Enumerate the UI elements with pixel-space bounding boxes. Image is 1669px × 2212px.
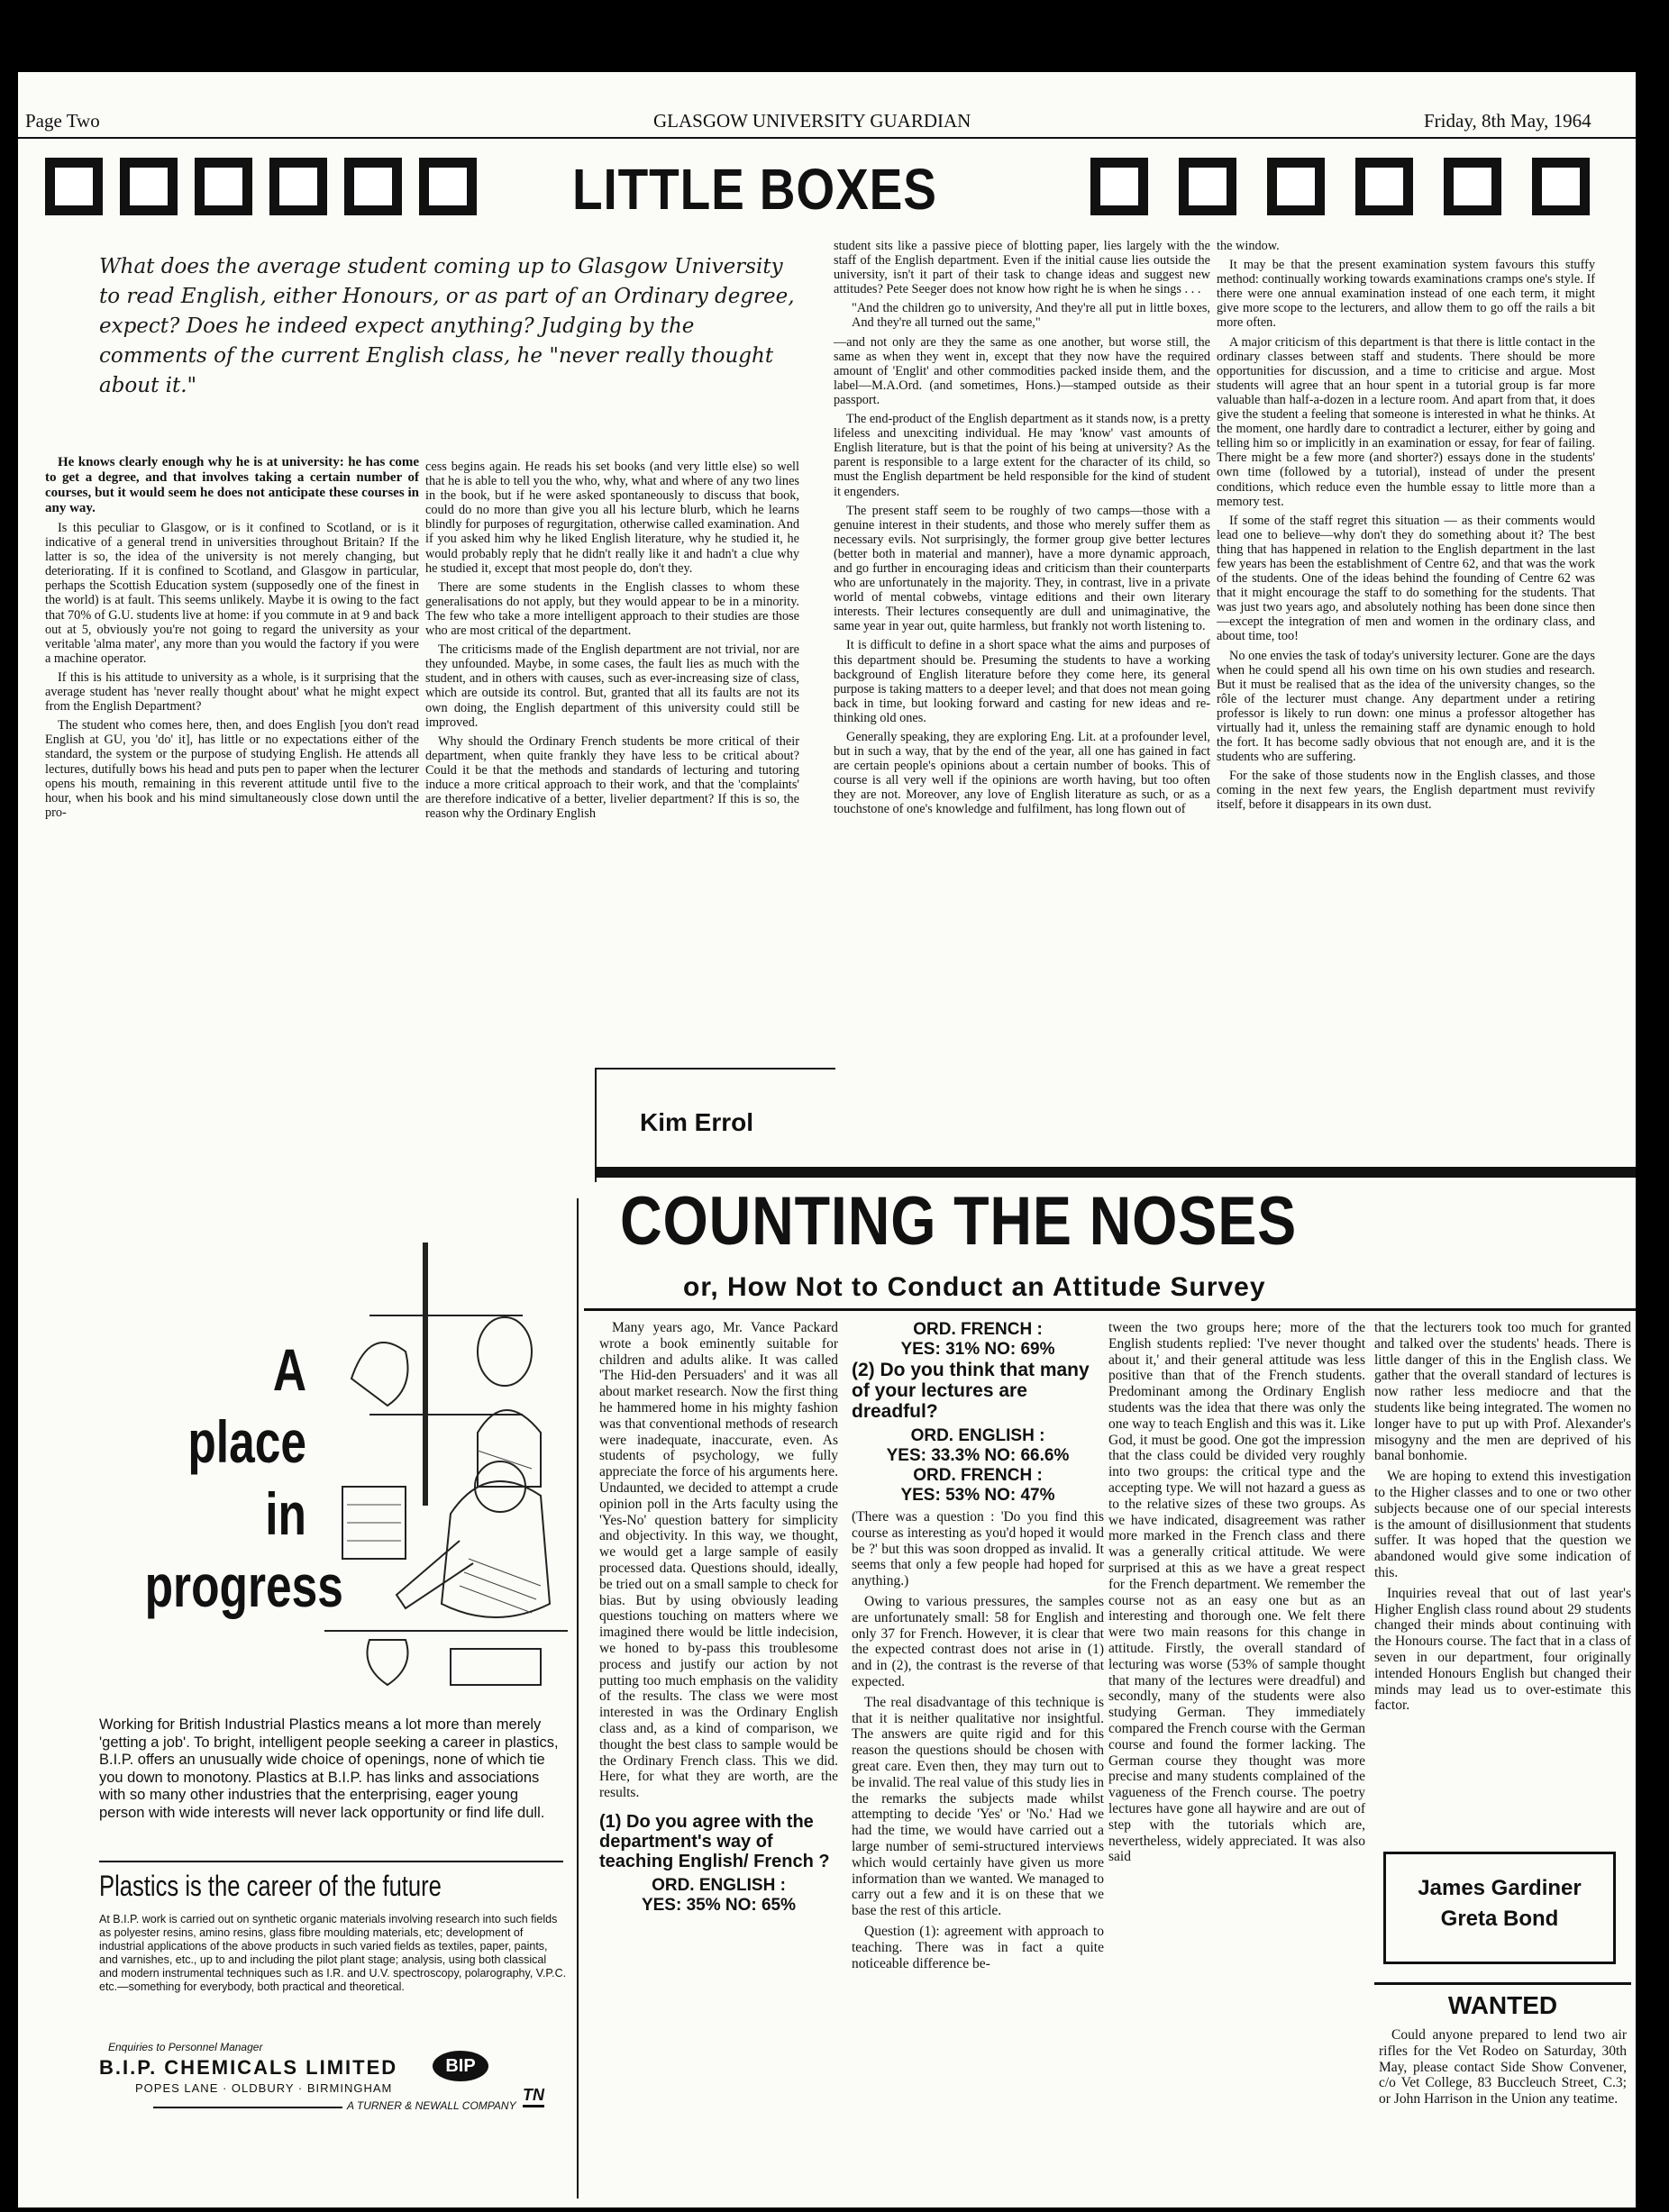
handwritten-intro: What does the average student coming up to Glasgow University to read English, either Honours, or as part of an Ordinary degree, expect? Does he indeed expect anything? Judging by the comments of the current English class, he "never really thought about it."	[99, 255, 795, 397]
subhead-rule	[584, 1308, 1636, 1311]
box-graphic	[1090, 158, 1148, 215]
advert-details: At B.I.P. work is carried out on synthetic organic materials involving research into such fields as polyester resins, amino resins, glass fibre moulding materials, etc; development of industrial applications of the above products in such varied fields as textiles, paper, paints, and varnishes, etc., up to and including the pilot plant stage; analysis, using both classical and modern instrumental techniques such as I.R. and U.V. spectroscopy, polarography, V.P.C. etc.—something for everybody, both practical and theoretical.	[99, 1913, 567, 1993]
turner-newall-logo: TN	[523, 2086, 544, 2107]
paragraph: We are hoping to extend this investigation to the Higher classes and to one or two other subjects because one of our special interests is the amount of disillusionment that students suffer. It was hoped that the question we abandoned would give some indication of this.	[1374, 1469, 1631, 1580]
article-lead: He knows clearly enough why he is at university: he has come to get a degree, and that involves taking a certain number of courses, but it would seem he does not anticipate these courses in any way.	[45, 455, 419, 515]
little-boxes-column-1	[45, 455, 419, 1068]
box-graphic	[1355, 158, 1413, 215]
q2-french-result: YES: 53% NO: 47%	[900, 1486, 1055, 1505]
advert-headline-line3: progress	[144, 1552, 343, 1619]
newspaper-title: GLASGOW UNIVERSITY GUARDIAN	[653, 110, 971, 132]
bip-logo: BIP	[433, 2051, 488, 2081]
noses-subhead: or, How Not to Conduct an Attitude Survey	[683, 1272, 1266, 1302]
scientist-illustration	[315, 1216, 572, 1703]
noses-column-2	[852, 1320, 1104, 2203]
noses-headline: COUNTING THE NOSES	[620, 1183, 1298, 1260]
q1-french-result: YES: 31% NO: 69%	[900, 1340, 1055, 1359]
issue-date: Friday, 8th May, 1964	[1424, 110, 1591, 132]
paragraph: cess begins again. He reads his set books (and very little else) so well that he is able to tell you the who, why, what and where of any two lines in the book, but if he were asked spontaneously to discuss that book, could do no more than give you all his lecture blurb, which he learns blindly for purposes of regurgitation, otherwise called examination. And if you asked him why he liked English literature, why he studied it, he would probably reply that he didn't really like it and hadn't a clue why he studied it, except that most people do, don't they.	[425, 460, 799, 576]
paragraph: that the lecturers took too much for granted and talked over the students' heads. There is little danger of this in the English class. We gather that the overall standard of lectures is now rather less mediocre and that the students like being integrated. The women no longer have to put up with Prof. Alexander's misogyny and the men are deprived of his banal bonhomie.	[1374, 1320, 1631, 1464]
paragraph: It is difficult to define in a short space what the aims and purposes of this department should be. Presuming the students to have a working background of English literature before they come here, its general purpose is taking matters to a deeper level; and that does not mean going back in time, but looking forward and casting for new ideas and re-thinking old ones.	[834, 638, 1210, 725]
paragraph: The real disadvantage of this technique is that it is neither qualitative nor insightful. The answers are quite rigid and for this reason the questions should be chosen with great care. Even then, they may turn out to be invalid. The real value of this study lies in the remarks the subjects made whilst attempting to decide 'Yes' or 'No.' Had we had the time, we would have carried out a large number of semi-structured interviews which would certainly have given us more information than we wanted. We managed to carry out a few and it is on these that we base the rest of this article.	[852, 1694, 1104, 1919]
byline-greta-bond: Greta Bond	[1440, 1907, 1559, 1931]
q1-french-label: ORD. FRENCH :	[913, 1320, 1043, 1339]
little-boxes-column-2	[425, 460, 799, 1068]
q2-english-label: ORD. ENGLISH :	[910, 1426, 1045, 1445]
paragraph: The present staff seem to be roughly of two camps—those with a genuine interest in their students, and those who merely suffer them as necessary evils. Not surprisingly, the former group give better lectures (better both in material and manner), have a more dynamic approach, and go further in encouraging ideas and criticism than their counterparts who are unfortunately in the majority. They, in contrast, live in a private world of mental cobwebs, vintage editions and their own literary interests. Their lectures consequently are dull and unimaginative, the same year in year out, quite harmless, but frankly not worth listening to.	[834, 503, 1210, 634]
paragraph: No one envies the task of today's university lecturer. Gone are the days when he could spend all his own time on his own studies and research. But it must be realised that as the idea of the university changes, so the rôle of the lecturer must change. Any department under a retiring professor is likely to run down: one minus a professor altogether has virtually had it, unless the remaining staff are dynamic enough to hold the fort. It has become sadly obvious that not enough are, and it is the students who are suffering.	[1217, 648, 1595, 765]
advert-rule	[99, 1861, 563, 1862]
paragraph: Generally speaking, they are exploring Eng. Lit. at a profounder level, but in such a way, that by the end of the year, all one has gained in fact are certain people's opinions about a certain number of books. This of course is all very well if the opinions are worth having, but too often they are not. Moreover, any love of English literature as such, or as a touchstone of one's knowledge and fulfilment, has long flown out of	[834, 730, 1210, 817]
q2-french-label: ORD. FRENCH :	[913, 1466, 1043, 1485]
question-2: (2) Do you think that many of your lectures are dreadful?	[852, 1360, 1090, 1422]
paragraph: Why should the Ordinary French students be more critical of their department, when quite frankly they have less to be critical about? Could it be that the methods and standards of lecturing and tutoring induce a more critical approach to their work, and that the 'complaints' are therefore indicative of a better, livelier department? If this is so, the reason why the Ordinary English	[425, 733, 799, 822]
box-graphic	[419, 158, 477, 215]
little-boxes-headline: LITTLE BOXES	[572, 157, 937, 222]
newspaper-page	[18, 72, 1636, 2207]
box-graphic	[1267, 158, 1325, 215]
advert-enquiries: Enquiries to Personnel Manager	[108, 2041, 263, 2053]
paragraph: Question (1): agreement with approach to teaching. There was in fact a quite noticeable difference be-	[852, 1923, 1104, 1971]
advert-address: POPES LANE · OLDBURY · BIRMINGHAM	[135, 2081, 393, 2095]
paragraph: If some of the staff regret this situation — as their comments would lead one to believe—why don't they do something about it? The best thing that has happened in relation to the English department in the last few years has been the establishment of Centre 62, and that was the work of the students. One of the ideas behind the founding of Centre 62 was that it might encourage the staff to do something for the students. That was just two years ago, and absolutely nothing has been done since then—except the integration of men and women in the ordinary class, and about time, too!	[1217, 513, 1595, 644]
paragraph: Inquiries reveal that out of last year's Higher English class round about 29 students changed their minds about continuing with the Honours course. The fact that in a class of seven in our department, four originally intended Honours English but changed their minds may lead us to over-estimate this factor.	[1374, 1585, 1631, 1714]
paragraph: For the sake of those students now in the English classes, and those coming in the next few years, the English department must revivify itself, before it disappears in its own dust.	[1217, 769, 1595, 813]
header-rule	[18, 137, 1636, 139]
little-boxes-column-4	[1217, 239, 1595, 1144]
noses-column-1	[599, 1320, 838, 2203]
advert-headline-line2: in	[265, 1480, 306, 1547]
noses-column-4	[1374, 1320, 1631, 1834]
paragraph: the window.	[1217, 239, 1280, 253]
paragraph: The end-product of the English department as it stands now, is a pretty lifeless and unexciting individual. He may 'know' vast amounts of English literature, but is that the point of his being at university? As the parent is responsible to a large extent for the character of its child, so must the English department be held responsible for the kind of student it engenders.	[834, 412, 1210, 499]
little-boxes-column-3	[834, 239, 1210, 1144]
wanted-rule	[1374, 1982, 1631, 1985]
advert-slogan: Plastics is the career of the future	[99, 1870, 442, 1902]
paragraph: Many years ago, Mr. Vance Packard wrote a book eminently suitable for children and adults alike. It was called 'The Hid-den Persuaders' and it was all about market research. Now the first thing he hammered home in his mighty fashion was that conventional methods of research were inadequate, inaccurate, even. As students of psychology, we fully appreciate the force of his arguments here. Undaunted, we decided to attempt a crude opinion poll in the Arts faculty using the 'Yes-No' question battery for simplicity and objectivity. In this way, we thought, we would get a large sample of easily processed data. Questions should, ideally, be tried out on a small sample to check for bias. But by using obviously leading questions touching on matters where we imagined there would be little indecision, we honed to by-pass this troublesome process and justify our action by not putting too much emphasis on the validity of the results. The class we were most interested in was the Ordinary English class and, as a kind of comparison, we thought the best class to sample would be the Ordinary French class. This we did. Here, for what they are worth, are the results.	[599, 1320, 838, 1801]
box-graphic	[120, 158, 178, 215]
wanted-text: Could anyone prepared to lend two air rifles for the Vet Rodeo on Saturday, 30th May, please contact Side Show Convener, c/o Vet College, 83 Buccleuch Street, C.3; or John Harrison in the Union any teatime.	[1379, 2027, 1627, 2107]
paragraph: The criticisms made of the English department are not trivial, nor are they unfounded. Maybe, in some cases, the fault lies as much with the student, and in others with causes, such as ever-increasing size of class, which are outside its control. But, granted that all its faults are not its own doing, the English department of this university could still be improved.	[425, 642, 799, 730]
q1-english-label: ORD. ENGLISH :	[652, 1875, 786, 1895]
page-number: Page Two	[25, 110, 100, 132]
paragraph: It may be that the present examination system favours this stuffy method: continually working towards examinations cramps one's style. If there were one annual examination instead of one each term, it might give more scope to the lecturers, and allow them to go off the rails a bit more often.	[1217, 258, 1595, 331]
paragraph: The student who comes here, then, and does English [you don't read English at GU, you 'do' it], has little or no expectations either of the standard, the system or the purpose of studying English. He attends all lectures, dutifully bows his head and puts pen to paper when the lecturer opens his mouth, remaining in this reverent attitude until five to the hour, when his book and his mind simultaneously close down until the pro-	[45, 718, 419, 820]
box-graphic	[344, 158, 402, 215]
bip-advert	[45, 1198, 579, 2198]
advert-address-rule	[153, 2107, 342, 2108]
advert-company: B.I.P. CHEMICALS LIMITED	[99, 2056, 398, 2079]
byline-box-noses	[1383, 1852, 1616, 1964]
box-graphic	[1179, 158, 1236, 215]
paragraph: —and not only are they the same as one another, but worse still, the same as when they went in, except that they now have the required amount of 'Englit' and other commodities packed inside them, and the label—M.A.Ord. (and sometimes, Hons.)—stamped outside as their passport.	[834, 334, 1210, 407]
paragraph: student sits like a passive piece of blotting paper, lies largely with the staff of the English department. Even if the initial cause lies outside the university, isn't it part of their task to change ideas and suggest new attitudes? Pete Seeger does not know how right he is when he sings . . .	[834, 239, 1210, 297]
paragraph: Owing to various pressures, the samples are unfortunately small: 58 for English and only 37 for French. However, it is clear that the expected contrast does not arise in (1) and in (2), the contrast is the reverse of that expected.	[852, 1593, 1104, 1689]
paragraph: Is this peculiar to Glasgow, or is it confined to Scotland, or is it indicative of a general trend in universities throughout Britain? If the latter is so, the idea of the university is not merely changing, but deteriorating. If it is confined to Scotland, and Glasgow in particular, perhaps the Scottish Education system (supposedly one of the finest in the world) is at fault. This seems unlikely. Maybe it is owing to the fact that 70% of G.U. students live at home: if you commute in at 9 and back out at 5, obviously you're not going to regard the university as your veritable 'alma mater', any more than you would the factory if you were a machine operator.	[45, 521, 419, 666]
q1-english-result: YES: 35% NO: 65%	[641, 1895, 797, 1915]
advert-group: A TURNER & NEWALL COMPANY	[347, 2099, 516, 2112]
box-graphic	[45, 158, 103, 215]
wanted-notice	[1379, 2027, 1627, 2203]
paragraph: If this is his attitude to university as a whole, is it surprising that the average student has 'never really thought about' what he might expect from the English Department?	[45, 669, 419, 715]
q2-english-result: YES: 33.3% NO: 66.6%	[886, 1446, 1070, 1465]
advert-headline-line1: A place	[187, 1336, 306, 1475]
advert-body: Working for British Industrial Plastics means a lot more than merely 'getting a job'. To bright, intelligent people seeking a career in plastics, B.I.P. offers an unusually wide choice of openings, none of which tie you down to monotony. Plastics at B.I.P. has links and associations with so many other industries that the enterprising, eager young person with wide interests will never lack opportunity or find life dull.	[99, 1716, 559, 1821]
box-graphic	[1532, 158, 1590, 215]
box-graphic	[195, 158, 252, 215]
wanted-title: WANTED	[1447, 1991, 1558, 2019]
byline-james-gardiner: James Gardiner	[1418, 1876, 1582, 1900]
paragraph: A major criticism of this department is that there is little contact in the ordinary classes between staff and students. There should be more opportunities for discussion, and a time to criticise and argue. Most students will agree that an hour spent in a tutorial group is far more valuable than half-a-dozen in a lecture room. And apart from that, it does give the student a feeling that someone is interested in what he thinks. At the moment, one hardly dare to contradict a lecturer, either by going and telling him so or implicitly in an examination or essay, for fear of failing. There might be a few more (and shorter?) essays done in the students' own time (followed by a tutorial), instead of under the present conditions, which reduce even the humble essay to little more than a memory test.	[1217, 334, 1595, 509]
box-graphic	[269, 158, 327, 215]
section-rule	[595, 1167, 1636, 1178]
question-1: (1) Do you agree with the department's way of teaching English/ French ?	[599, 1811, 830, 1871]
advert-headline	[144, 1334, 343, 1622]
paragraph: tween the two groups here; more of the English students replied: 'I've never thought about it,' and their general attitude was less positive than that of the French students. Predominant among the Ordinary English students was the idea that there was only the one way to teach English and this was it. Like God, it must be good. One got the impression that the class could be divided very roughly into two groups: the critical type and the accepting type. We will not hazard a guess as to the relative sizes of these two groups. As we have indicated, disagreement was rather more marked in the French class and there was a generally critical attitude. We were surprised at this as we have a great respect for the French department. We remember the course not as an easy one but as an interesting and thorough one. We felt there were two main reasons for this change in attitude. Firstly, the overall standard of lecturing was worse (53% of sample thought that many of the lectures were dreadful) and secondly, many of the students were also studying German. They immediately compared the French course with the German course and found the former lacking. The German course they thought was more precise and many students complained of the vagueness of the French course. The poetry lectures have gone all haywire and are out of step with the tutorials which are, nevertheless, widely appreciated. It was also said	[1108, 1320, 1365, 1865]
paragraph: (There was a question : 'Do you find this course as interesting as you'd hoped it would be ?' but this was soon dropped as invalid. It seems that only a few people had hoped for anything.)	[852, 1509, 1104, 1589]
paragraph: There are some students in the English classes to whom these generalisations do not apply, but they would appear to be in a minority. The few who take a more intelligent approach to their studies are those who are most critical of the department.	[425, 579, 799, 639]
noses-column-3	[1108, 1320, 1365, 2203]
song-quote: "And the children go to university, And they're all put in little boxes, And they're all turned out the same,"	[852, 301, 1210, 331]
byline-kim-errol: Kim Errol	[640, 1108, 754, 1136]
box-graphic	[1444, 158, 1501, 215]
